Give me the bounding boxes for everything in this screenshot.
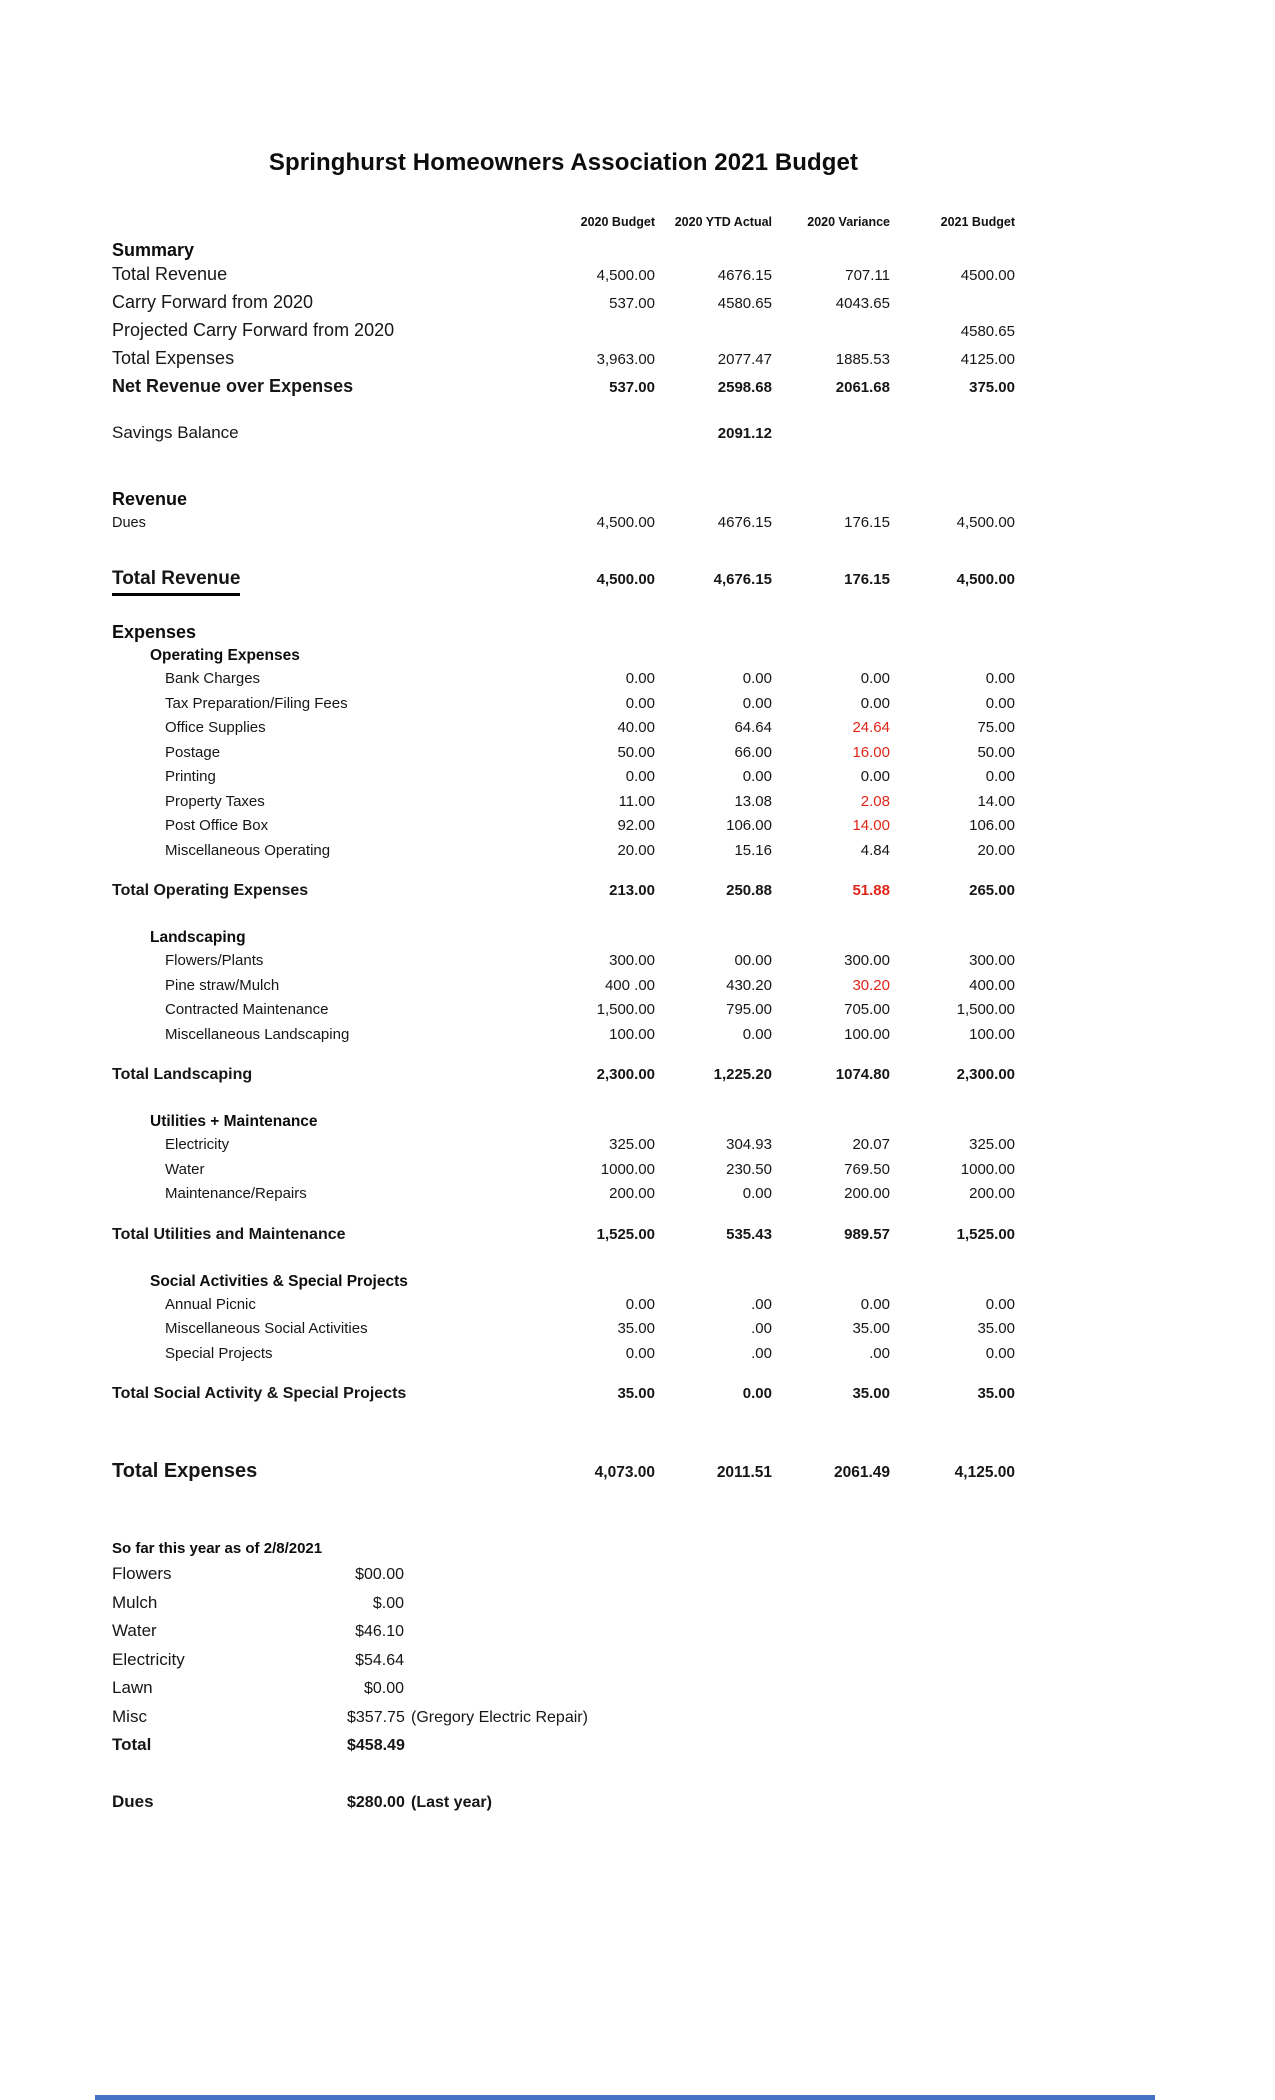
row-label: Contracted Maintenance xyxy=(165,1001,329,1018)
cell-2021-budget: 0.00 xyxy=(985,1295,1015,1313)
cell-2020-budget: 4,073.00 xyxy=(594,1464,655,1481)
cell-2020-budget: 325.00 xyxy=(609,1136,655,1153)
ytd-row-amount: $458.49 xyxy=(347,1737,405,1754)
cell-2020-budget: 200.00 xyxy=(609,1185,655,1202)
expense-group-heading: Social Activities & Special Projects xyxy=(150,1272,408,1290)
cell-2020-budget: 0.00 xyxy=(625,1295,655,1313)
cell-2020-budget: 0.00 xyxy=(625,768,655,785)
row-label: Printing xyxy=(165,768,216,785)
ytd-row-amount: $54.64 xyxy=(355,1651,404,1669)
cell-2021-budget: 325.00 xyxy=(969,1136,1015,1153)
ytd-section xyxy=(112,1538,1015,1816)
cell-2021-budget: 4580.65 xyxy=(960,323,1015,340)
cell-2020-ytd-actual: 66.00 xyxy=(734,743,772,761)
cell-2021-budget: 4125.00 xyxy=(960,351,1015,368)
table-row xyxy=(112,1382,1015,1406)
cell-2020-ytd-actual: 0.00 xyxy=(742,1385,772,1402)
row-label: Office Supplies xyxy=(165,719,266,736)
cell-2020-ytd-actual: 4676.15 xyxy=(717,514,772,531)
ytd-row xyxy=(112,1646,1015,1675)
savings-row xyxy=(112,422,1015,445)
ytd-row-amount: $0.00 xyxy=(363,1680,404,1697)
cell-2020-ytd-actual: 00.00 xyxy=(734,952,772,969)
cell-2020-ytd-actual: 0.00 xyxy=(742,768,772,785)
table-row xyxy=(112,839,1015,864)
row-label: Dues xyxy=(112,515,146,531)
row-label: Property Taxes xyxy=(165,792,265,810)
table-row xyxy=(112,1293,1015,1318)
cell-2020-ytd-actual: .00 xyxy=(751,1344,772,1362)
table-row xyxy=(112,765,1015,790)
row-label: Total Social Activity & Special Projects xyxy=(112,1385,407,1402)
expenses-heading: Expenses xyxy=(112,622,197,642)
cell-2020-variance: 989.57 xyxy=(844,1225,890,1243)
cell-2021-budget: 400.00 xyxy=(969,976,1015,994)
cell-2020-ytd-actual: .00 xyxy=(751,1320,772,1337)
column-headers xyxy=(112,214,1015,230)
page-title: Springhurst Homeowners Association 2021 Budget xyxy=(268,149,859,176)
row-label: Flowers/Plants xyxy=(165,952,264,969)
column-header-2020-budget: 2020 Budget xyxy=(580,215,655,229)
cell-2020-ytd-actual: 430.20 xyxy=(726,976,772,994)
cell-2020-ytd-actual: 15.16 xyxy=(734,841,772,859)
row-label: Special Projects xyxy=(165,1344,273,1362)
column-header-2021-budget: 2021 Budget xyxy=(940,215,1015,229)
cell-2021-budget: 100.00 xyxy=(969,1025,1015,1043)
cell-2021-budget: 300.00 xyxy=(969,952,1015,969)
cell-2020-budget: 0.00 xyxy=(625,1344,655,1362)
cell-2020-variance: 4.84 xyxy=(860,841,890,859)
cell-2021-budget: 4,125.00 xyxy=(954,1464,1015,1481)
ytd-row-label: Misc xyxy=(112,1706,147,1726)
cell-2021-budget: 0.00 xyxy=(985,670,1015,687)
ytd-heading: So far this year as of 2/8/2021 xyxy=(112,1540,323,1557)
cell-2021-budget: 4,500.00 xyxy=(956,514,1015,531)
row-label: Miscellaneous Landscaping xyxy=(165,1025,350,1043)
table-row xyxy=(112,1063,1015,1087)
row-label: Total Utilities and Maintenance xyxy=(112,1225,346,1243)
cell-2020-variance: .00 xyxy=(869,1344,890,1362)
cell-2020-variance: 0.00 xyxy=(860,1295,890,1313)
row-label: Miscellaneous Social Activities xyxy=(165,1320,368,1337)
cell-2020-ytd-actual: 304.93 xyxy=(726,1136,772,1153)
cell-2020-ytd-actual: 0.00 xyxy=(742,670,772,687)
cell-2020-variance: 707.11 xyxy=(845,267,890,284)
table-row xyxy=(112,510,1015,536)
cell-2020-budget: 20.00 xyxy=(617,841,655,859)
ytd-row-label: Total xyxy=(112,1735,152,1754)
revenue-heading: Revenue xyxy=(112,489,188,509)
row-label: Total Operating Expenses xyxy=(112,882,309,899)
cell-2020-ytd-actual: 0.00 xyxy=(742,1185,772,1202)
cell-2020-budget: 4,500.00 xyxy=(596,267,655,284)
table-row xyxy=(112,317,1015,345)
cell-2020-budget: 35.00 xyxy=(617,1385,655,1402)
cell-2020-ytd-actual: 4676.15 xyxy=(717,267,772,284)
ytd-row-amount: $00.00 xyxy=(355,1566,404,1583)
grand-total-label: Total Expenses xyxy=(112,1460,258,1482)
dues-amount: $280.00 xyxy=(347,1793,405,1811)
row-label: Total Revenue xyxy=(112,264,228,284)
cell-2020-ytd-actual: 13.08 xyxy=(734,792,772,810)
ytd-row-label: Flowers xyxy=(112,1564,172,1583)
table-row xyxy=(112,1342,1015,1367)
expense-group-heading: Landscaping xyxy=(150,929,246,946)
row-label: Postage xyxy=(165,743,221,761)
ytd-row-note: (Gregory Electric Repair) xyxy=(411,1708,588,1726)
cell-2020-variance: 1074.80 xyxy=(835,1066,890,1083)
total-revenue-label: Total Revenue xyxy=(112,566,552,596)
dues-note: (Last year) xyxy=(411,1793,492,1811)
cell-2021-budget: 200.00 xyxy=(969,1185,1015,1202)
cell-2020-variance: 51.88 xyxy=(852,882,890,899)
cell-2020-variance: 4043.65 xyxy=(835,295,890,312)
cell-2020-ytd-actual: 230.50 xyxy=(726,1160,772,1178)
row-label: Annual Picnic xyxy=(165,1295,256,1313)
row-label: Pine straw/Mulch xyxy=(165,976,280,994)
ytd-row xyxy=(112,1674,1015,1703)
cell-2020-variance: 300.00 xyxy=(844,952,890,969)
cell-2021-budget: 50.00 xyxy=(977,743,1015,761)
cell-2020-budget: 4,500.00 xyxy=(596,514,655,531)
table-row xyxy=(112,741,1015,766)
cell-2020-budget: 1000.00 xyxy=(600,1160,655,1178)
cell-2020-ytd-actual: 64.64 xyxy=(734,719,772,736)
cell-2020-variance: 769.50 xyxy=(844,1160,890,1178)
ytd-row-amount: $.00 xyxy=(372,1594,404,1612)
savings-value: 2091.12 xyxy=(717,425,772,442)
cell-2020-budget: 0.00 xyxy=(625,670,655,687)
footer-accent-bar xyxy=(95,2095,1155,2100)
ytd-row xyxy=(112,1731,1015,1760)
cell-2020-budget: 300.00 xyxy=(609,952,655,969)
table-row xyxy=(112,1317,1015,1342)
cell-2020-variance: 35.00 xyxy=(852,1385,890,1402)
expense-group-heading: Operating Expenses xyxy=(150,647,300,664)
cell-2020-ytd-actual: 1,225.20 xyxy=(713,1066,772,1083)
ytd-rows xyxy=(112,1560,1015,1760)
cell-2020-ytd-actual: 2598.68 xyxy=(717,379,772,396)
table-row xyxy=(112,814,1015,839)
row-label: Total Expenses xyxy=(112,348,235,368)
table-row xyxy=(112,692,1015,717)
cell-2020-variance: 100.00 xyxy=(844,1025,890,1043)
cell-2020-variance: 0.00 xyxy=(860,768,890,785)
cell-2021-budget: 1,525.00 xyxy=(956,1225,1015,1243)
table-row xyxy=(112,1223,1015,1247)
cell-2021-budget: 4500.00 xyxy=(960,267,1015,284)
ytd-row-label: Water xyxy=(112,1621,157,1640)
cell-2020-ytd-actual: .00 xyxy=(751,1295,772,1313)
cell-2021-budget: 2,300.00 xyxy=(956,1066,1015,1083)
cell-2020-variance: 2061.49 xyxy=(833,1464,890,1481)
row-label: Carry Forward from 2020 xyxy=(112,292,314,312)
table-row xyxy=(112,289,1015,317)
cell-2020-budget: 3,963.00 xyxy=(596,351,655,368)
table-row xyxy=(112,1133,1015,1158)
cell-2020-variance: 2061.68 xyxy=(835,379,890,396)
cell-2021-budget: 4,500.00 xyxy=(956,571,1015,588)
row-label: Post Office Box xyxy=(165,817,269,834)
cell-2021-budget: 265.00 xyxy=(969,882,1015,899)
cell-2020-variance: 35.00 xyxy=(852,1320,890,1337)
cell-2020-variance: 200.00 xyxy=(844,1185,890,1202)
cell-2020-variance: 1885.53 xyxy=(835,351,890,368)
ytd-row xyxy=(112,1703,1015,1732)
column-header-2020-ytd-actual: 2020 YTD Actual xyxy=(674,215,772,229)
cell-2020-variance: 0.00 xyxy=(860,670,890,687)
cell-2021-budget: 106.00 xyxy=(969,817,1015,834)
table-row xyxy=(112,345,1015,373)
table-row xyxy=(112,373,1015,401)
table-row xyxy=(112,998,1015,1023)
cell-2020-budget: 400 .00 xyxy=(604,976,655,994)
cell-2021-budget: 0.00 xyxy=(985,1344,1015,1362)
expense-group-heading: Utilities + Maintenance xyxy=(150,1113,318,1130)
row-label: Maintenance/Repairs xyxy=(165,1185,307,1202)
expense-groups xyxy=(112,645,1015,1406)
cell-2020-variance: 16.00 xyxy=(852,743,890,761)
row-label: Tax Preparation/Filing Fees xyxy=(165,694,348,712)
row-label: Bank Charges xyxy=(165,670,261,687)
cell-2020-variance: 2.08 xyxy=(860,792,890,810)
cell-2021-budget: 14.00 xyxy=(977,792,1015,810)
cell-2021-budget: 35.00 xyxy=(977,1320,1015,1337)
cell-2020-ytd-actual: 250.88 xyxy=(726,882,772,899)
cell-2020-variance: 176.15 xyxy=(844,571,890,588)
cell-2020-ytd-actual: 2077.47 xyxy=(717,351,772,368)
cell-2020-ytd-actual: 2011.51 xyxy=(716,1464,772,1481)
cell-2020-ytd-actual: 795.00 xyxy=(726,1001,772,1018)
table-row xyxy=(112,716,1015,741)
row-label: Total Landscaping xyxy=(112,1066,253,1083)
row-label: Water xyxy=(165,1160,205,1178)
table-row xyxy=(112,790,1015,815)
cell-2021-budget: 0.00 xyxy=(985,694,1015,712)
cell-2020-budget: 92.00 xyxy=(617,817,655,834)
cell-2020-budget: 1,525.00 xyxy=(596,1225,655,1243)
dues-row xyxy=(112,1788,1015,1817)
cell-2020-ytd-actual: 0.00 xyxy=(742,694,772,712)
cell-2020-budget: 2,300.00 xyxy=(596,1066,655,1083)
cell-2020-budget: 1,500.00 xyxy=(596,1001,655,1018)
grand-total-expenses-row xyxy=(112,1458,1015,1486)
budget-document xyxy=(112,0,1015,1816)
cell-2020-variance: 705.00 xyxy=(844,1001,890,1018)
cell-2021-budget: 20.00 xyxy=(977,841,1015,859)
table-row xyxy=(112,1182,1015,1207)
cell-2021-budget: 375.00 xyxy=(969,379,1015,396)
cell-2021-budget: 1000.00 xyxy=(960,1160,1015,1178)
cell-2020-budget: 537.00 xyxy=(609,295,655,312)
summary-rows xyxy=(112,261,1015,401)
ytd-row-label: Mulch xyxy=(112,1592,158,1612)
cell-2020-ytd-actual: 0.00 xyxy=(742,1025,772,1043)
cell-2021-budget: 1,500.00 xyxy=(956,1001,1015,1018)
cell-2020-budget: 213.00 xyxy=(609,882,655,899)
cell-2020-variance: 176.15 xyxy=(844,514,890,531)
cell-2020-ytd-actual: 106.00 xyxy=(726,817,772,834)
cell-2020-budget: 0.00 xyxy=(625,694,655,712)
dues-label: Dues xyxy=(112,1791,154,1811)
table-row xyxy=(112,1158,1015,1183)
table-row xyxy=(112,1023,1015,1048)
cell-2020-variance: 20.07 xyxy=(852,1136,890,1153)
cell-2020-budget: 40.00 xyxy=(617,719,655,736)
cell-2020-variance: 14.00 xyxy=(852,817,890,834)
total-revenue-row xyxy=(112,566,1015,596)
ytd-row-amount: $357.75 xyxy=(347,1708,405,1726)
cell-2020-budget: 50.00 xyxy=(617,743,655,761)
row-label: Miscellaneous Operating xyxy=(165,841,331,859)
table-row xyxy=(112,949,1015,974)
cell-2020-variance: 0.00 xyxy=(860,694,890,712)
summary-heading: Summary xyxy=(112,240,195,260)
row-label: Projected Carry Forward from 2020 xyxy=(112,320,395,340)
ytd-row xyxy=(112,1589,1015,1618)
cell-2021-budget: 35.00 xyxy=(977,1385,1015,1402)
cell-2020-variance: 24.64 xyxy=(852,719,890,736)
revenue-rows xyxy=(112,510,1015,536)
cell-2020-budget: 537.00 xyxy=(609,379,655,396)
table-row xyxy=(112,667,1015,692)
cell-2020-ytd-actual: 4580.65 xyxy=(717,295,772,312)
cell-2020-budget: 100.00 xyxy=(609,1025,655,1043)
column-header-2020-variance: 2020 Variance xyxy=(807,215,890,229)
ytd-row-label: Electricity xyxy=(112,1649,185,1669)
cell-2020-budget: 4,500.00 xyxy=(596,571,655,588)
cell-2021-budget: 75.00 xyxy=(977,719,1015,736)
ytd-row xyxy=(112,1560,1015,1589)
cell-2020-budget: 11.00 xyxy=(618,792,655,810)
cell-2020-budget: 35.00 xyxy=(617,1320,655,1337)
table-row xyxy=(112,261,1015,289)
table-row xyxy=(112,879,1015,903)
ytd-row-label: Lawn xyxy=(112,1678,153,1697)
cell-2020-ytd-actual: 535.43 xyxy=(726,1225,772,1243)
row-label: Net Revenue over Expenses xyxy=(112,376,354,396)
cell-2020-ytd-actual: 4,676.15 xyxy=(713,571,772,588)
row-label: Electricity xyxy=(165,1136,230,1153)
ytd-row-amount: $46.10 xyxy=(355,1623,404,1640)
cell-2020-variance: 30.20 xyxy=(852,976,890,994)
savings-label: Savings Balance xyxy=(112,423,239,442)
cell-2021-budget: 0.00 xyxy=(985,768,1015,785)
ytd-row xyxy=(112,1617,1015,1646)
table-row xyxy=(112,974,1015,999)
